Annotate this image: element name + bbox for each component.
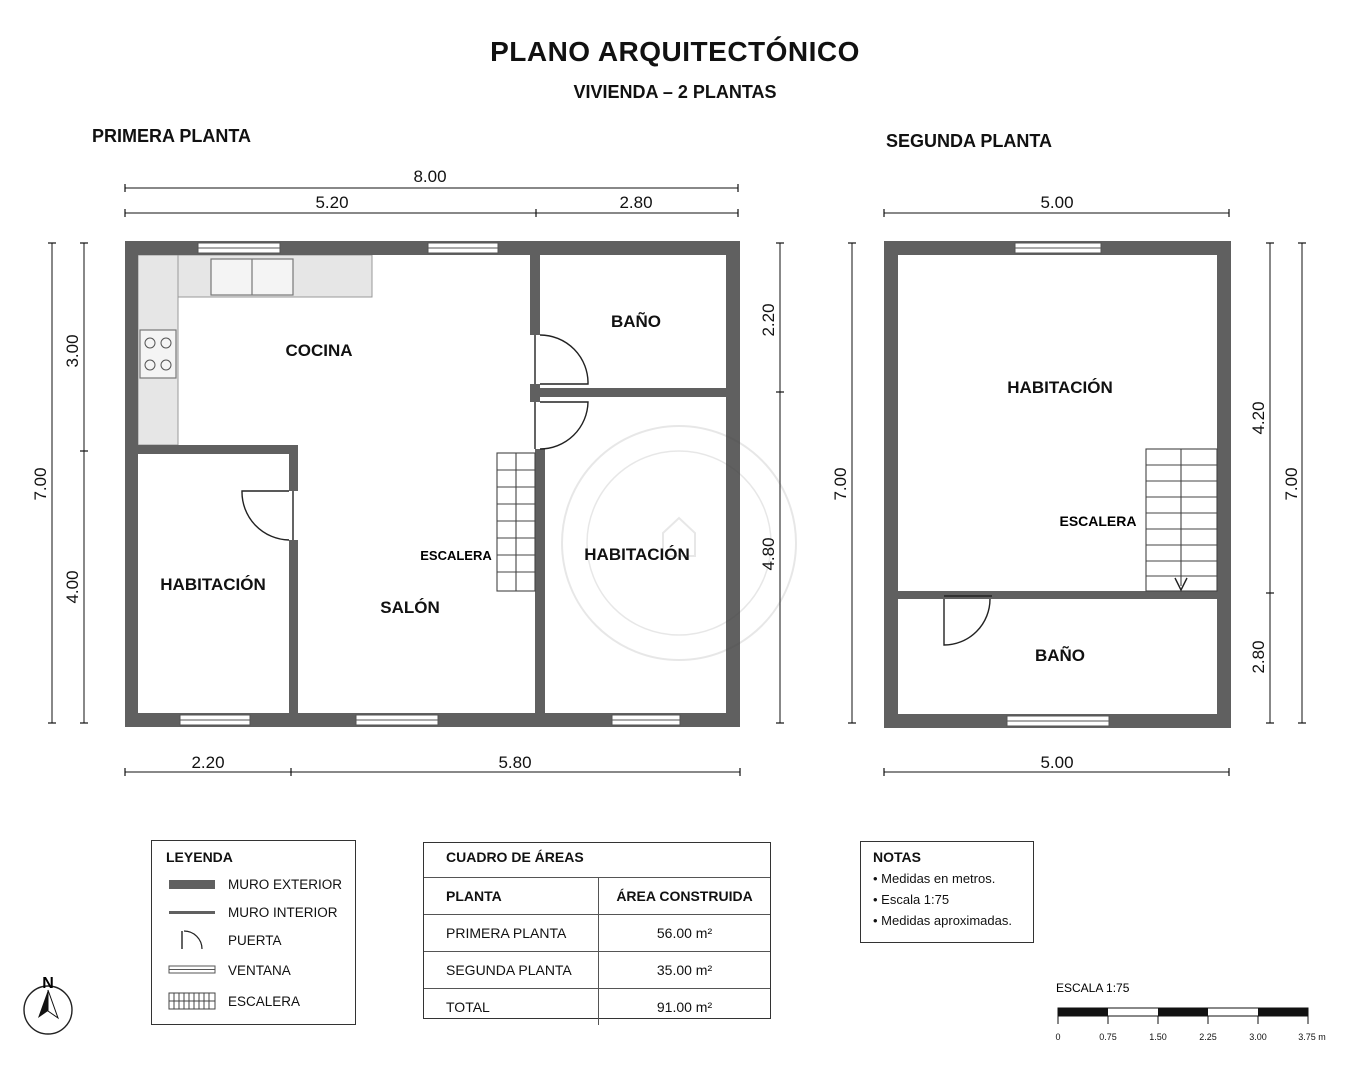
stairs-label-second: ESCALERA [1059, 513, 1137, 529]
second-floor-title: SEGUNDA PLANTA [886, 131, 1052, 151]
first-floor-title: PRIMERA PLANTA [92, 126, 251, 146]
exterior-wall-symbol [168, 874, 216, 894]
room-label-salon: SALÓN [380, 598, 440, 617]
scale-tick-4: 3.00 [1249, 1032, 1267, 1042]
note-item: • Escala 1:75 [873, 892, 950, 907]
legend-item-interior-wall [168, 901, 338, 923]
room-label-bano-1: BAÑO [610, 312, 662, 331]
scale-bar-label: ESCALA 1:75 [1056, 981, 1130, 995]
second-floor-stairs [1146, 449, 1217, 591]
scale-tick-0: 0 [1055, 1032, 1061, 1042]
legend-box [151, 840, 356, 1025]
kitchen-stove-icon [140, 330, 176, 378]
dim-first-bottom-left: 2.20 [191, 753, 225, 772]
room-label-habitacion-2: HABITACIÓN [1007, 378, 1113, 397]
row-floor: TOTAL [424, 989, 599, 1026]
scale-tick-5: 3.75 m [1298, 1032, 1326, 1042]
second-floor-dimension-lines [852, 213, 1302, 772]
second-floor-plan [831, 193, 1302, 772]
table-header-row [424, 878, 770, 915]
legend-item-door [168, 929, 282, 951]
dim-second-right-total: 7.00 [1282, 467, 1301, 501]
legend-label: ESCALERA [228, 993, 301, 1009]
scale-tick-2: 1.50 [1149, 1032, 1167, 1042]
stairs-symbol [168, 991, 216, 1011]
table-row [424, 989, 770, 1026]
interior-wall-symbol [168, 902, 216, 922]
dim-first-total-width: 8.00 [413, 167, 447, 186]
legend-item-stairs [168, 990, 300, 1012]
notes-title: NOTAS [873, 849, 921, 865]
dim-first-left-top: 3.00 [63, 334, 82, 368]
dim-first-right-bottom: 4.80 [759, 537, 778, 571]
second-floor-interior-walls [898, 591, 1217, 599]
door-symbol [168, 930, 216, 950]
note-item: • Medidas en metros. [873, 871, 996, 886]
header-planta: PLANTA [424, 878, 599, 915]
dim-second-left-total: 7.00 [831, 467, 850, 501]
stairs-label-first: ESCALERA [420, 548, 492, 563]
plan-subtitle: VIVIENDA – 2 PLANTAS [573, 82, 777, 102]
dim-first-bottom-right: 5.80 [498, 753, 532, 772]
row-area: 91.00 m² [599, 989, 771, 1026]
dim-first-top-left: 5.20 [315, 193, 349, 212]
north-label: N [42, 975, 54, 992]
legend-title: LEYENDA [166, 849, 233, 865]
header-area: ÁREA CONSTRUIDA [599, 878, 771, 915]
second-floor-door [944, 596, 992, 645]
first-floor-stairs [497, 453, 535, 591]
dim-second-bottom-width: 5.00 [1040, 753, 1074, 772]
first-floor-plan [31, 167, 780, 772]
row-area: 56.00 m² [599, 915, 771, 952]
window-symbol [168, 960, 216, 980]
row-floor: PRIMERA PLANTA [424, 915, 599, 952]
legend-label: MURO EXTERIOR [228, 876, 343, 892]
legend-item-window [168, 959, 291, 981]
row-floor: SEGUNDA PLANTA [424, 952, 599, 989]
room-label-habitacion-1a: HABITACIÓN [160, 575, 266, 594]
row-area: 35.00 m² [599, 952, 771, 989]
notes-box [860, 841, 1034, 943]
dim-second-top-width: 5.00 [1040, 193, 1074, 212]
areas-table-box [423, 842, 771, 1019]
dim-first-right-top: 2.20 [759, 303, 778, 337]
legend-item-exterior-wall [168, 873, 342, 895]
room-label-bano-2: BAÑO [1034, 646, 1086, 665]
legend-label: PUERTA [228, 932, 282, 948]
dim-second-right-bottom: 2.80 [1249, 640, 1268, 674]
scale-tick-1: 0.75 [1099, 1032, 1117, 1042]
room-label-cocina: COCINA [285, 341, 353, 360]
dim-first-left-bottom: 4.00 [63, 570, 82, 604]
legend-label: MURO INTERIOR [228, 904, 338, 920]
dim-first-left-total: 7.00 [31, 467, 50, 501]
room-label-habitacion-1b: HABITACIÓN [584, 545, 690, 564]
scale-bar [1055, 981, 1325, 1042]
scale-tick-3: 2.25 [1199, 1032, 1217, 1042]
legend-label: VENTANA [228, 962, 291, 978]
dim-first-top-right: 2.80 [619, 193, 653, 212]
north-arrow-icon [24, 975, 72, 1034]
dim-second-right-top: 4.20 [1249, 401, 1268, 435]
areas-title: CUADRO DE ÁREAS [446, 849, 584, 865]
note-item: • Medidas aproximadas. [873, 913, 1012, 928]
table-row [424, 952, 770, 989]
areas-table [424, 877, 770, 1025]
plan-title: PLANO ARQUITECTÓNICO [490, 36, 860, 67]
table-row [424, 915, 770, 952]
first-floor-windows [180, 243, 680, 725]
